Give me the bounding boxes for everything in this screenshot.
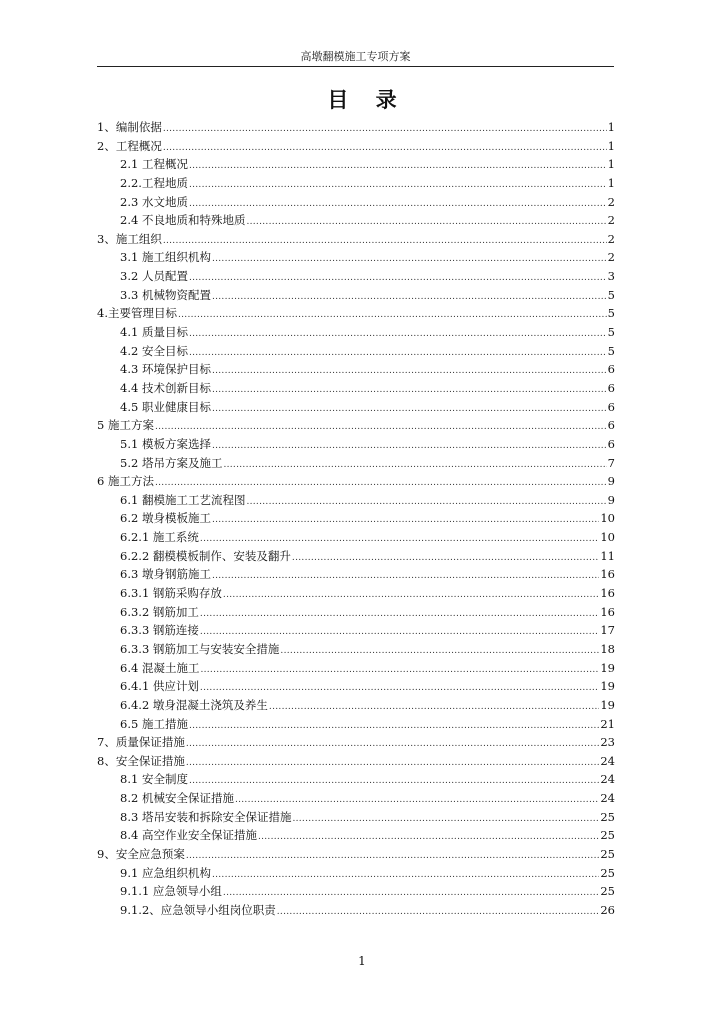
toc-entry[interactable] (97, 416, 615, 435)
toc-entry-label: 6.3.2 钢筋加工 (120, 604, 199, 619)
toc-entry-page: 2 (607, 213, 615, 228)
toc-entry[interactable] (97, 379, 615, 398)
toc-entry-page: 5 (607, 343, 615, 358)
toc-entry-label: 6.2 墩身模板施工 (120, 511, 211, 526)
page-number: 1 (358, 954, 366, 968)
toc-entry-label: 9.1.1 应急领导小组 (120, 884, 222, 899)
toc-entry-page: 6 (607, 380, 615, 395)
toc-entry-page: 25 (600, 865, 615, 880)
toc-entry[interactable] (97, 454, 615, 473)
toc-entry-page: 25 (600, 809, 615, 824)
toc-entry[interactable] (97, 193, 615, 212)
toc-entry-label: 9、安全应急预案 (97, 846, 185, 861)
toc-entry[interactable] (97, 248, 615, 267)
toc-entry-label: 6 施工方法 (97, 474, 154, 489)
toc-entry-page: 6 (607, 399, 615, 414)
toc-entry-page: 17 (600, 623, 615, 638)
toc-entry-label: 2.2.工程地质 (120, 175, 188, 190)
toc-entry-page: 1 (607, 138, 615, 153)
toc-entry[interactable] (97, 155, 615, 174)
toc-entry-label: 3、施工组织 (97, 231, 162, 246)
toc-entry-label: 5.2 塔吊方案及施工 (120, 455, 223, 470)
toc-entry-label: 4.4 技术创新目标 (120, 380, 211, 395)
toc-entry-label: 4.5 职业健康目标 (120, 399, 211, 414)
toc-entry-label: 6.4.2 墩身混凝土浇筑及养生 (120, 697, 268, 712)
toc-entry[interactable] (97, 640, 615, 659)
toc-entry[interactable] (97, 752, 615, 771)
toc-entry-page: 16 (600, 567, 615, 582)
toc-entry-page: 1 (607, 157, 615, 172)
toc-entry-page: 10 (600, 511, 615, 526)
toc-entry-label: 8.2 机械安全保证措施 (120, 791, 234, 806)
toc-entry-page: 9 (607, 474, 615, 489)
toc-entry[interactable] (97, 565, 615, 584)
toc-entry-page: 24 (600, 772, 615, 787)
toc-entry[interactable] (97, 491, 615, 510)
toc-entry[interactable] (97, 435, 615, 454)
toc-entry-page: 16 (600, 604, 615, 619)
toc-entry-label: 6.5 施工措施 (120, 716, 188, 731)
toc-entry-label: 3.2 人员配置 (120, 269, 188, 284)
toc-entry-label: 6.2.2 翻模模板制作、安装及翻升 (120, 548, 291, 563)
toc-entry-page: 18 (600, 641, 615, 656)
toc-entry-page: 24 (600, 791, 615, 806)
toc-entry-label: 4.主要管理目标 (97, 306, 177, 321)
toc-entry-label: 1、编制依据 (97, 120, 162, 134)
toc-entry[interactable] (97, 603, 615, 622)
toc-entry-page: 9 (607, 492, 615, 507)
toc-entry-label: 4.1 质量目标 (120, 325, 188, 340)
toc-entry-page: 1 (607, 175, 615, 190)
toc-entry[interactable] (97, 472, 615, 491)
toc-entry-label: 6.3 墩身钢筋施工 (120, 567, 211, 582)
toc-entry[interactable] (97, 286, 615, 305)
toc-entry-page: 3 (607, 269, 615, 284)
toc-entry-page: 1 (607, 120, 615, 134)
toc-entry[interactable] (97, 509, 615, 528)
toc-entry[interactable] (97, 677, 615, 696)
toc-entry-page: 19 (600, 697, 615, 712)
toc-entry-page: 6 (607, 362, 615, 377)
running-header: 高墩翻模施工专项方案 (300, 50, 411, 63)
toc-entry[interactable] (97, 547, 615, 566)
toc-entry[interactable] (97, 230, 615, 249)
toc-entry-page: 6 (607, 418, 615, 433)
toc-entry[interactable] (97, 304, 615, 323)
toc-entry-page: 24 (600, 753, 615, 768)
toc-entry-label: 6.4.1 供应计划 (120, 679, 199, 694)
toc-entry-label: 4.3 环境保护目标 (120, 362, 211, 377)
toc-entry-label: 7、质量保证措施 (97, 735, 185, 750)
toc-entry[interactable] (97, 584, 615, 603)
toc-entry-label: 4.2 安全目标 (120, 343, 188, 358)
toc-entry[interactable] (97, 826, 615, 845)
header-rule (97, 66, 614, 67)
toc-entry-page: 10 (600, 530, 615, 545)
toc-entry-page: 21 (600, 716, 615, 731)
toc-entry[interactable] (97, 621, 615, 640)
toc-entry-page: 5 (607, 325, 615, 340)
toc-entry-label: 6.3.3 钢筋连接 (120, 623, 199, 638)
toc-entry-page: 5 (607, 287, 615, 302)
toc-entry-label: 2.3 水文地质 (120, 194, 188, 209)
toc-entry-page: 6 (607, 436, 615, 451)
toc-entry-page: 26 (600, 902, 615, 917)
toc-entry[interactable] (97, 174, 615, 193)
toc-entry-label: 5.1 模板方案选择 (120, 436, 211, 451)
toc-entry-page: 7 (607, 455, 615, 470)
toc-entry-label: 9.1.2、应急领导小组岗位职责 (120, 902, 276, 917)
toc-entry-page: 16 (600, 586, 615, 601)
toc-entry-label: 8、安全保证措施 (97, 753, 185, 768)
toc-entry-page: 19 (600, 679, 615, 694)
toc-entry-page: 5 (607, 306, 615, 321)
toc-entry[interactable] (97, 528, 615, 547)
toc-entry[interactable] (97, 845, 615, 864)
toc-entry-page: 25 (600, 884, 615, 899)
toc-entry-label: 8.1 安全制度 (120, 772, 188, 787)
toc-entry-label: 5 施工方案 (97, 418, 154, 433)
toc-entry-label: 6.3.1 钢筋采购存放 (120, 586, 222, 601)
toc-entry-label: 6.4 混凝土施工 (120, 660, 200, 675)
toc-entry[interactable] (97, 733, 615, 752)
toc-entry-page: 2 (607, 194, 615, 209)
toc-entry[interactable] (97, 659, 615, 678)
toc-entry[interactable] (97, 882, 615, 901)
toc-entry[interactable] (97, 323, 615, 342)
toc-entry-label: 9.1 应急组织机构 (120, 865, 211, 880)
toc-entry-label: 2.4 不良地质和特殊地质 (120, 213, 246, 228)
toc-entry-label: 6.3.3 钢筋加工与安装安全措施 (120, 641, 280, 656)
toc-entry[interactable] (97, 118, 615, 137)
toc-entry[interactable] (97, 137, 615, 156)
toc-entry-page: 25 (600, 846, 615, 861)
toc-entry[interactable] (97, 360, 615, 379)
toc-entry-page: 2 (607, 250, 615, 265)
toc-entry[interactable] (97, 696, 615, 715)
toc-entry[interactable] (97, 342, 615, 361)
toc-entry-page: 2 (607, 231, 615, 246)
toc-entry-page: 19 (600, 660, 615, 675)
toc-entry-label: 6.2.1 施工系统 (120, 530, 199, 545)
toc-entry-label: 8.4 高空作业安全保证措施 (120, 828, 257, 843)
toc-entry-page: 11 (600, 548, 615, 563)
toc-entry[interactable] (97, 808, 615, 827)
toc-entry-page: 23 (600, 735, 615, 750)
toc-entry-label: 6.1 翻模施工工艺流程图 (120, 492, 246, 507)
toc-leader-dots (277, 903, 600, 922)
toc-entry[interactable] (97, 398, 615, 417)
toc-entry-page: 25 (600, 828, 615, 843)
toc-entry[interactable] (97, 715, 615, 734)
toc-entry-label: 2、工程概况 (97, 138, 162, 153)
toc-entry[interactable] (97, 901, 615, 920)
toc-entry-label: 8.3 塔吊安装和拆除安全保证措施 (120, 809, 292, 824)
toc-entry[interactable] (97, 864, 615, 883)
toc-entry-label: 3.1 施工组织机构 (120, 250, 211, 265)
toc-title: 目 录 (327, 88, 407, 112)
toc-entry[interactable] (97, 267, 615, 286)
toc-entry[interactable] (97, 770, 615, 789)
table-of-contents (97, 118, 615, 920)
toc-entry-label: 2.1 工程概况 (120, 157, 188, 172)
toc-entry-label: 3.3 机械物资配置 (120, 287, 211, 302)
toc-entry[interactable] (97, 211, 615, 230)
toc-entry[interactable] (97, 789, 615, 808)
